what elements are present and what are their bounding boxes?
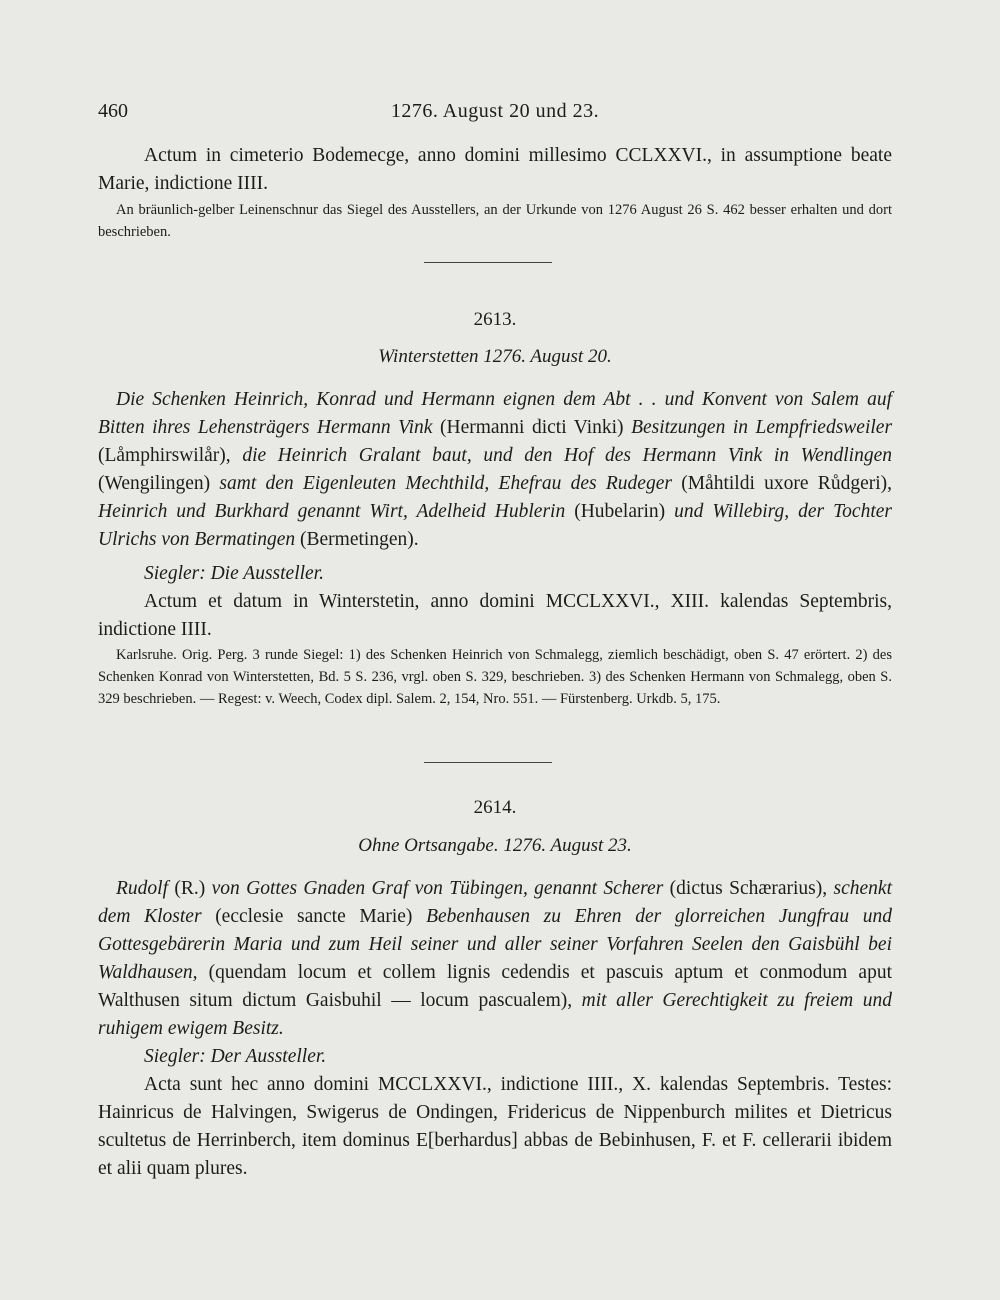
document-number-2613: 2613.	[473, 309, 517, 330]
actum-2613: Actum et datum in Winterstetin, anno domini MCCLXXVI., XIII. kalendas Septembris, indictione IIII.	[98, 591, 892, 640]
summary-2614: Rudolf (R.) von Gottes Gnaden Graf von Tübingen, genannt Scherer (dictus Schærarius), schenkt dem Kloster (ecclesie sancte Marie) Bebenhausen zu Ehren der glorreichen Jungfrau und Gottesgebärerin Maria und zum Heil seiner und aller seiner Vorfahren Seelen den Gaisbühl bei Waldhausen, (quendam locum et collem lignis cedendis et pascuis aptum et conmodum aput Walthusen situm dictum Gaisbuhil — locum pascualem), mit aller Gerechtigkeit zu freiem und ruhigem ewigem Besitz.	[98, 878, 893, 1039]
dateline-2614: Ohne Ortsangabe. 1276. August 23.	[358, 835, 632, 856]
siegler-2614: Siegler: Der Aussteller.	[144, 1046, 327, 1067]
previous-document-note: An bräunlich-gelber Leinenschnur das Siegel des Ausstellers, an der Urkunde von 1276 August 26 S. 462 besser erhalten und dort beschrieben.	[98, 202, 892, 240]
section-divider	[424, 262, 552, 263]
dateline-2613: Winterstetten 1276. August 20.	[378, 346, 612, 367]
acta-2614: Acta sunt hec anno domini MCCLXXVI., indictione IIII., X. kalendas Septembris. Testes: Hainricus de Halvingen, Swigerus de Ondingen, Fridericus de Nippenburch milites et Dietricus scultetus de Herrinberch, item dominus E[berhardus] abbas de Bebinhusen, F. et F. cellerarii ibidem et alii quam plures.	[98, 1074, 892, 1179]
document-number-2614: 2614.	[473, 797, 517, 818]
previous-document-text: Actum in cimeterio Bodemecge, anno domini millesimo CCLXXVI., in assumptione beate Marie, indictione IIII.	[98, 145, 892, 194]
section-divider	[424, 762, 552, 763]
running-title: 1276. August 20 und 23.	[390, 100, 600, 122]
siegler-2613: Siegler: Die Aussteller.	[144, 563, 324, 584]
note-2613: Karlsruhe. Orig. Perg. 3 runde Siegel: 1) des Schenken Heinrich von Schmalegg, ziemlich beschädigt, oben S. 47 erörtert. 2) des Schenken Konrad von Winterstetten, Bd. 5 S. 236, vrgl. oben S. 329, beschrieben. 3) des Schenken Hermann von Schmalegg, oben S. 329 beschrieben. — Regest: v. Weech, Codex dipl. Salem. 2, 154, Nro. 551. — Fürstenberg. Urkdb. 5, 175.	[98, 647, 892, 707]
page-number: 460	[98, 100, 128, 122]
summary-2613: Die Schenken Heinrich, Konrad und Hermann eignen dem Abt . . und Konvent von Salem auf Bitten ihres Lehensträgers Hermann Vink (Hermanni dicti Vinki) Besitzungen in Lempfriedsweiler (Låmphirswilår), die Heinrich Gralant baut, und den Hof des Hermann Vink in Wendlingen (Wengilingen) samt den Eigenleuten Mechthild, Ehefrau des Rudeger (Måhtildi uxore Růdgeri), Heinrich und Burkhard genannt Wirt, Adelheid Hublerin (Hubelarin) und Willebirg, der Tochter Ulrichs von Bermatingen (Bermetingen).	[98, 389, 893, 550]
